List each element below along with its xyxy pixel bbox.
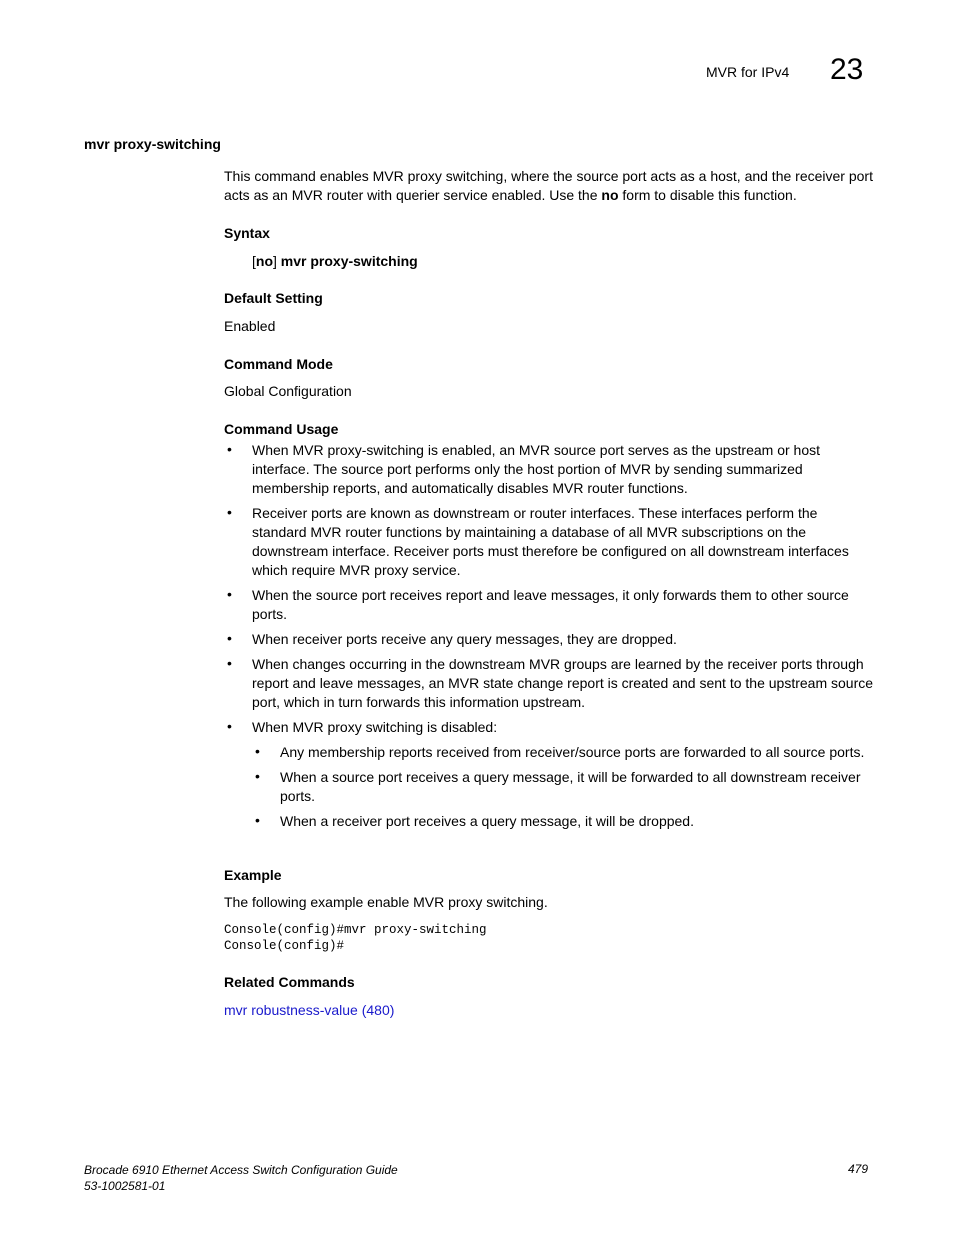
list-item: [224, 586, 874, 624]
list-item: [224, 441, 874, 498]
example-heading: Example: [224, 867, 282, 883]
command-usage-list: [224, 441, 874, 837]
sub-list-item: [252, 768, 874, 806]
code-block: [224, 922, 487, 954]
related-command-link[interactable]: mvr robustness-value (480): [224, 1002, 395, 1018]
bullet-icon: •: [255, 812, 260, 828]
sub-list-item-text: When a receiver port receives a query message, it will be dropped.: [280, 813, 694, 829]
bullet-icon: •: [255, 743, 260, 759]
command-usage-heading: Command Usage: [224, 421, 339, 437]
sub-list: [252, 743, 874, 831]
running-header-section: MVR for IPv4: [706, 64, 790, 80]
list-item-text: When the source port receives report and leave messages, it only forwards them to other source ports.: [252, 587, 849, 622]
sub-list-item-text: When a source port receives a query message, it will be forwarded to all downstream receiver ports.: [280, 769, 861, 804]
list-item-text: When receiver ports receive any query messages, they are dropped.: [252, 631, 677, 647]
bullet-icon: •: [227, 630, 232, 646]
list-item-text: Receiver ports are known as downstream or router interfaces. These interfaces perform the standard MVR router functions by maintaining a database of all MVR subscriptions on the downstream interface. Receiver ports must therefore be configured on all downstream interfaces which require MVR proxy service.: [252, 505, 849, 578]
description-text-post: form to disable this function.: [618, 187, 797, 203]
list-item: [224, 504, 874, 580]
default-setting-value: Enabled: [224, 318, 276, 334]
bullet-icon: •: [227, 655, 232, 671]
list-item-text: When MVR proxy-switching is enabled, an MVR source port serves as the upstream or host interface. The source port performs only the host portion of MVR by sending summarized membership reports, and automatically disables MVR router functions.: [252, 442, 821, 496]
bullet-icon: •: [227, 718, 232, 734]
list-item: [224, 655, 874, 712]
sub-list-item: [252, 812, 874, 831]
code-line: Console(config)#mvr proxy-switching: [224, 923, 487, 937]
example-text: The following example enable MVR proxy switching.: [224, 894, 548, 910]
syntax-keyword: no: [255, 253, 273, 269]
command-description: [224, 167, 874, 205]
syntax-line: [252, 253, 418, 269]
bullet-icon: •: [227, 441, 232, 457]
bullet-icon: •: [255, 768, 260, 784]
description-text-pre: This command enables MVR proxy switching, where the source port acts as a host, and the receiver port acts as an MVR router with querier service enabled. Use the: [224, 168, 873, 203]
list-item-text: When changes occurring in the downstream MVR groups are learned by the receiver ports through report and leave messages, an MVR state change report is created and sent to the upstream source port, which in turn forwards this information upstream.: [252, 656, 874, 710]
footer-doc-info: [84, 1162, 398, 1194]
page-number: 479: [848, 1162, 869, 1176]
chapter-number: 23: [830, 53, 864, 86]
list-item-text: When MVR proxy switching is disabled:: [252, 719, 498, 735]
sub-list-item: [252, 743, 874, 762]
list-item: [224, 718, 874, 831]
related-commands-heading: Related Commands: [224, 974, 355, 990]
sub-list-item-text: Any membership reports received from receiver/source ports are forwarded to all source ports.: [280, 744, 865, 760]
footer-doc-number: 53-1002581-01: [84, 1179, 166, 1193]
syntax-open-bracket: [: [252, 253, 256, 269]
syntax-close-bracket: ]: [273, 253, 281, 269]
syntax-command: mvr proxy-switching: [280, 253, 418, 269]
list-item: [224, 630, 874, 649]
command-mode-heading: Command Mode: [224, 356, 333, 372]
command-mode-value: Global Configuration: [224, 383, 352, 399]
code-line: Console(config)#: [224, 939, 345, 953]
footer-title: Brocade 6910 Ethernet Access Switch Configuration Guide: [84, 1163, 398, 1177]
bullet-icon: •: [227, 504, 232, 520]
default-setting-heading: Default Setting: [224, 290, 323, 306]
description-keyword: no: [601, 187, 619, 203]
command-title: mvr proxy-switching: [84, 136, 221, 152]
bullet-icon: •: [227, 586, 232, 602]
syntax-heading: Syntax: [224, 225, 270, 241]
